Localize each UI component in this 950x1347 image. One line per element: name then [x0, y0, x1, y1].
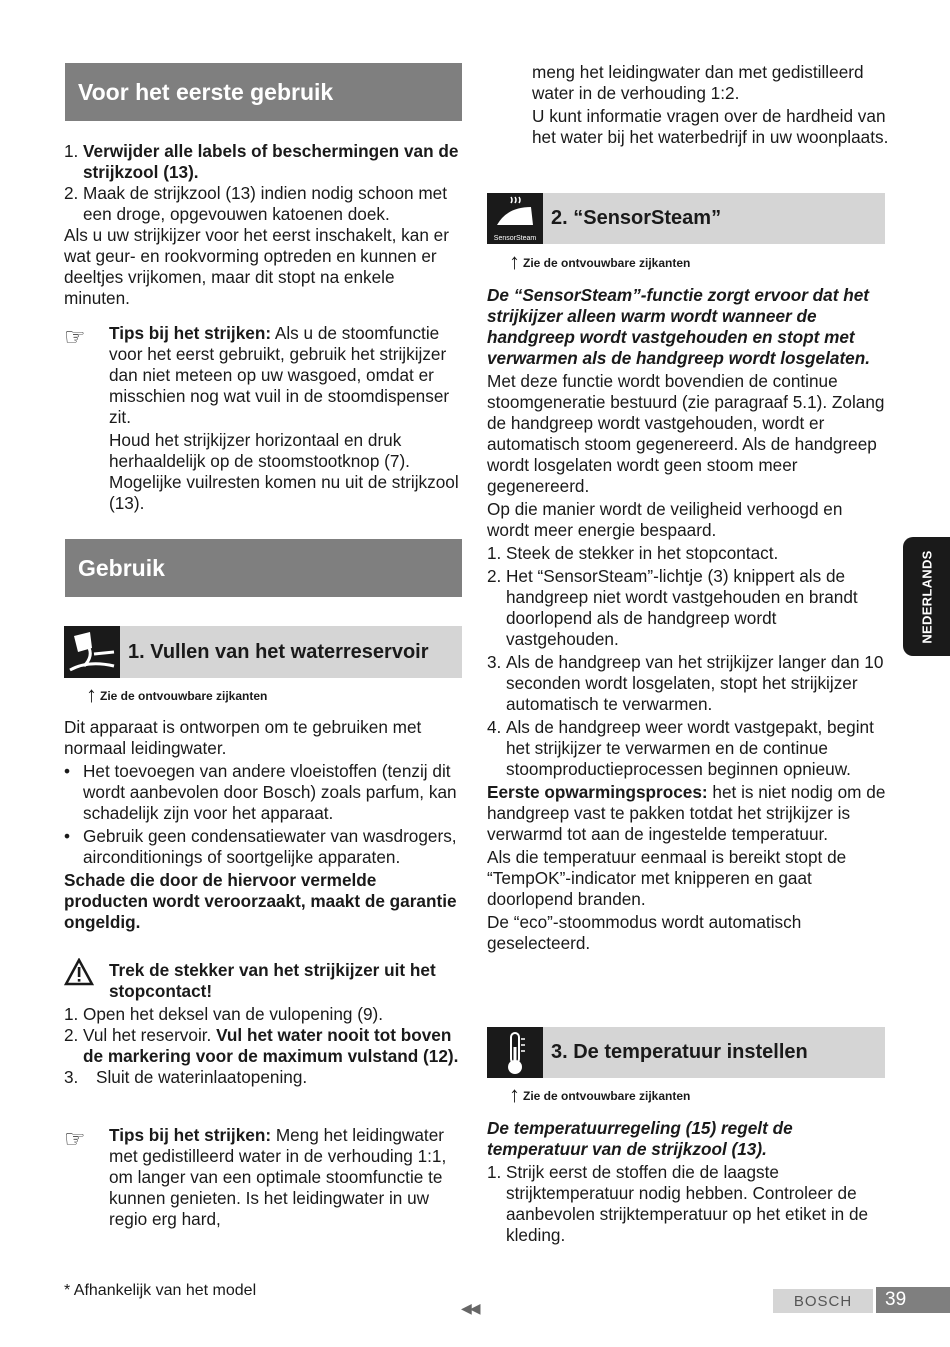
- subheading-temperature: 3. De temperatuur instellen: [543, 1027, 885, 1078]
- pointing-hand-icon: ☞: [64, 1126, 86, 1153]
- first-use-steps: 1. Verwijder alle labels of beschermingen van de strijkzool (13). 2. Maak de strijkzool (13) indien nodig schoon met een droge, opgevouwen katoenen doek. Als u uw strijkijzer voor het eerst inschakelt, kan er wat geur- en rookvorming optreden en kunnen er deeltjes vrijkomen, maar dit stopt na enkele minuten.: [64, 141, 459, 308]
- subheading-sensorsteam: 2. “SensorSteam”: [543, 193, 885, 244]
- subheading-fill-reservoir: 1. Vullen van het waterreservoir: [120, 626, 462, 678]
- tip-water-mix: ☞ Tips bij het strijken: Meng het leidingwater met gedistilleerd water in de verhouding 1:1, om langer van een optimale stoomfunctie te kunnen genieten. Is het leidingwater in uw regio erg hard,: [64, 1125, 447, 1229]
- thermometer-icon: [487, 1027, 543, 1078]
- warning-triangle-icon: [64, 958, 94, 993]
- fill-steps: 1. Open het deksel van de vulopening (9). 2. Vul het reservoir. Vul het water nooit tot boven de markering voor de maximum vulstand (12). 3. Sluit de waterinlaatopening.: [64, 1004, 459, 1087]
- arrow-up-icon: ↑: [86, 682, 97, 707]
- page-number: 39: [876, 1287, 950, 1313]
- sensorsteam-icon: [487, 193, 543, 244]
- nav-arrows-icon: ◀◀: [461, 1300, 479, 1316]
- brand-label: BOSCH: [773, 1289, 873, 1313]
- arrow-up-icon: ↑: [509, 249, 520, 274]
- fold-out-reference: ↑ Zie de ontvouwbare zijkanten: [509, 249, 691, 274]
- language-tab: NEDERLANDS: [903, 537, 950, 656]
- fold-out-reference: ↑ Zie de ontvouwbare zijkanten: [86, 682, 268, 707]
- tip-continuation: meng het leidingwater dan met gedistilleerd water in de verhouding 1:2. U kunt informatie vragen over de hardheid van het water bij het waterbedrijf in uw woonplaats.: [532, 62, 889, 147]
- section-heading-first-use: Voor het eerste gebruik: [65, 63, 462, 121]
- section-heading-use: Gebruik: [65, 539, 462, 597]
- fill-water-icon: [64, 626, 120, 678]
- temperature-text: De temperatuurregeling (15) regelt de temperatuur van de strijkzool (13). 1. Strijk eerst de stoffen die de laagste strijktemperatuur nodig hebben. Controleer de aanbevolen strijktemperatuur op het etiket in de kleding.: [487, 1118, 869, 1245]
- pointing-hand-icon: ☞: [64, 324, 86, 351]
- fill-reservoir-text: Dit apparaat is ontworpen om te gebruiken met normaal leidingwater. • Het toevoegen van andere vloeistoffen (tenzij dit wordt aanbevolen door Bosch) zoals parfum, kan schadelijk zijn voor het apparaat. • Gebruik geen condensatiewater van wasdrogers, airconditionings of soortgelijke apparaten. Schade die door de hiervoor vermelde producten wordt veroorzaakt, maakt de garantie ongeldig.: [64, 717, 457, 932]
- sensorsteam-text: De “SensorSteam”-functie zorgt ervoor dat het strijkijzer alleen warm wordt wanneer de handgreep wordt vastgehouden en stopt met verwarmen als de handgreep wordt losgelaten. Met deze functie wordt bovendien de continue stoomgeneratie bestuurd (zie paragraaf 5.1). Zolang de handgreep wordt vastgehouden, wordt er automatisch stoom gegenereerd. Als de handgreep wordt losgelaten wordt geen stoom meer gegenereerd. Op die manier wordt de veiligheid verhoogd en wordt meer energie bespaard. 1. Steek de stekker in het stopcontact. 2. Het “SensorSteam”-lichtje (3) knippert als de handgreep niet wordt vastgehouden en brandt doorlopend als de handgreep wordt vastgehouden. 3. Als de handgreep van het strijkijzer langer dan 10 seconden wordt losgelaten, stopt het strijkijzer automatisch te verwarmen. 4. Als de handgreep weer wordt vastgepakt, begint het strijkijzer te verwarmen en de continue stoomproductieprocessen beginnen opnieuw. Eerste opwarmingsproces: het is niet nodig om de handgreep vast te pakken totdat het strijkijzer is verwarmd tot aan de ingestelde temperatuur. Als die temperatuur eenmaal is bereikt stopt de “TempOK”-indicator met knipperen en gaat doorlopend branden. De “eco”-stoommodus wordt automatisch geselecteerd.: [487, 285, 886, 953]
- fold-out-reference: ↑ Zie de ontvouwbare zijkanten: [509, 1082, 691, 1107]
- svg-text:SensorSteam: SensorSteam: [493, 235, 537, 242]
- tip-first-use: ☞ Tips bij het strijken: Als u de stoomfunctie voor het eerst gebruikt, gebruik het strijkijzer dan niet meteen op uw wasgoed, omdat er misschien nog wat vuil in de stoomdispenser zit. Houd het strijkijzer horizontaal en druk herhaaldelijk op de stoomstootknop (7). Mogelijke vuilresten komen nu uit de strijkzool (13).: [64, 323, 459, 513]
- footnote: * Afhankelijk van het model: [64, 1282, 257, 1299]
- warning-unplug: Trek de stekker van het strijkijzer uit het stopcontact!: [64, 960, 464, 1002]
- arrow-up-icon: ↑: [509, 1082, 520, 1107]
